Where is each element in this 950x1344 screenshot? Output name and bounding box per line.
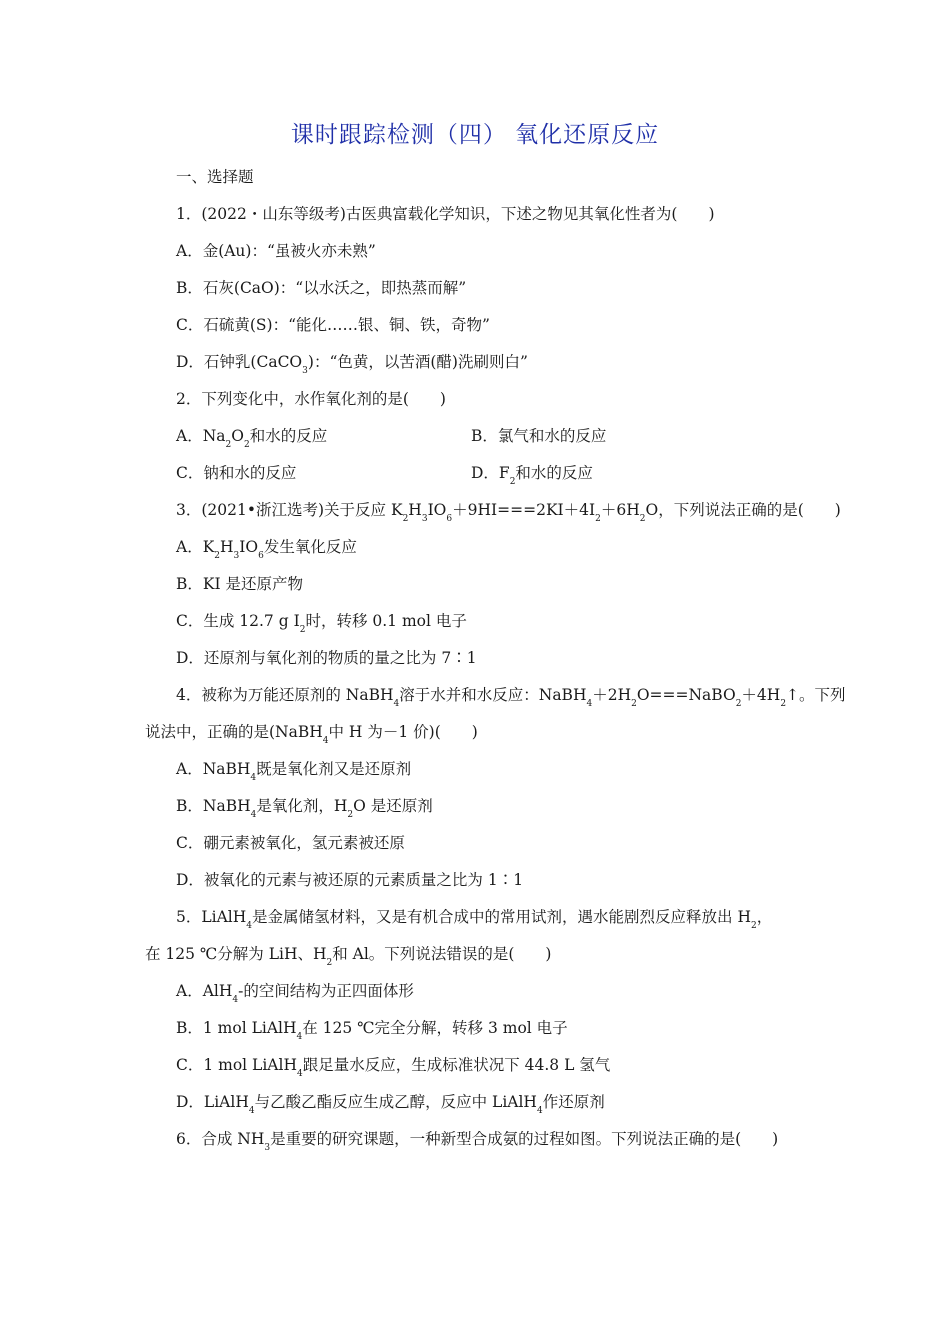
q4-option-d: D．被氧化的元素与被还原的元素质量之比为 1∶1 (176, 871, 524, 889)
q4-stem-line1: 4．被称为万能还原剂的 NaBH$_4$溶于水并和水反应：$NaBH_4+2H_2O===NaBO_2+4H_2↑$。下列 (176, 686, 846, 709)
q1-option-b: B．石灰(CaO)：“以水沃之，即热蒸而解” (176, 279, 467, 297)
q5-stem-line1: 5．LiAlH$_4$是金属储氢材料，又是有机合成中的常用试剂，遇水能剧烈反应释放出 $H_2$， (176, 908, 773, 931)
q1-option-a: A．金(Au)：“虽被火亦未熟” (176, 242, 376, 260)
q6-stem: 6．合成 $NH_3$是重要的研究课题，一种新型合成氨的过程如图。下列说法正确的是( ) (176, 1130, 779, 1153)
q2-option-d: D．$F_2$和水的反应 (471, 464, 593, 487)
q3-option-d: D．还原剂与氧化剂的物质的量之比为 7∶1 (176, 649, 477, 667)
q5-option-a: A．AlH$_4$-的空间结构为正四面体形 (176, 982, 414, 1005)
q2-option-c: C．钠和水的反应 (176, 464, 297, 482)
q1-stem: 1．(2022・山东等级考)古医典富载化学知识，下述之物见其氧化性者为( ) (176, 205, 715, 223)
q4-stem-line2: 说法中，正确的是(NaBH$_4$中 H 为－1 价)( ) (145, 723, 478, 746)
q3-option-c: C．生成 12.7 g $I_2$时，转移 0.1 mol 电子 (176, 612, 467, 635)
q3-stem: 3．(2021•浙江选考)关于反应 $K_2H_3IO_6+9HI===2KI+4I_2+6H_2O$，下列说法正确的是( ) (176, 501, 841, 524)
q3-option-a: A．$K_2H_3IO_6$发生氧化反应 (176, 538, 357, 561)
q4-option-b: B．NaBH$_4$是氧化剂，$H_2O$ 是还原剂 (176, 797, 433, 820)
section-heading: 一、选择题 (176, 168, 254, 186)
q5-option-b: B．1 mol LiAlH$_4$在 125 ℃完全分解，转移 3 mol 电子 (176, 1019, 568, 1042)
q4-option-c: C．硼元素被氧化，氢元素被还原 (176, 834, 405, 852)
q1-option-d: D．石钟乳(CaCO$_3$)：“色黄，以苦酒(醋)洗刷则白” (176, 353, 528, 376)
q2-option-a: A．$Na_2O_2$和水的反应 (176, 427, 328, 450)
q5-stem-line2: 在 125 ℃分解为 LiH、$H_2$和 Al。下列说法错误的是( ) (145, 945, 552, 968)
q2-stem: 2．下列变化中，水作氧化剂的是( ) (176, 390, 446, 408)
q5-option-c: C．1 mol LiAlH$_4$跟足量水反应，生成标准状况下 44.8 L 氢气 (176, 1056, 611, 1079)
q5-option-d: D．LiAlH$_4$与乙酸乙酯反应生成乙醇，反应中 LiAlH$_4$作还原剂 (176, 1093, 605, 1116)
q4-option-a: A．NaBH$_4$既是氧化剂又是还原剂 (176, 760, 412, 783)
page-title: 课时跟踪检测（四） 氧化还原反应 (290, 122, 660, 148)
q2-option-b: B．氯气和水的反应 (471, 427, 607, 445)
q1-option-c: C．石硫黄(S)：“能化……银、铜、铁，奇物” (176, 316, 490, 334)
q3-option-b: B．KI 是还原产物 (176, 575, 304, 593)
